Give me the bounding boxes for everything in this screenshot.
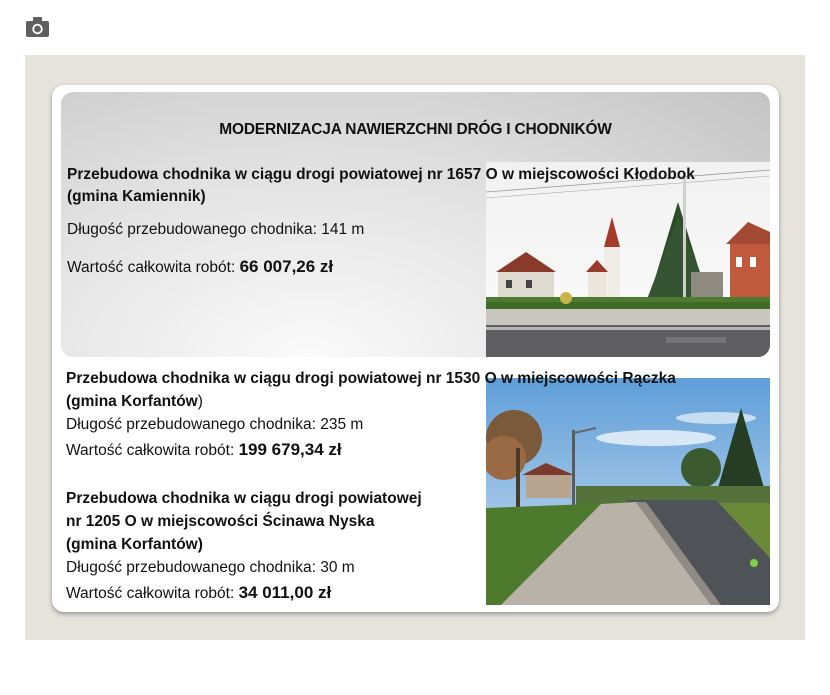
section3-value-line xyxy=(66,581,331,605)
slide-background xyxy=(25,55,805,640)
section3-length: Długość przebudowanego chodnika: 30 m xyxy=(66,559,355,576)
raczka-road-photo xyxy=(486,378,770,605)
slide xyxy=(52,85,779,612)
section1-heading: Przebudowa chodnika w ciągu drogi powiatowej nr 1657 O w miejscowości Kłodobok xyxy=(67,166,695,183)
section3-value-label: Wartość całkowita robót: xyxy=(66,585,235,602)
section2-value-label: Wartość całkowita robót: xyxy=(66,442,235,459)
klodobok-church-photo xyxy=(486,162,770,357)
section2-gmina: (gmina Korfantów xyxy=(66,393,198,410)
top-panel xyxy=(61,92,770,357)
section2-gmina-paren: ) xyxy=(197,393,203,410)
section2-value-line xyxy=(66,438,342,462)
section2-gmina-line xyxy=(66,390,203,413)
section2-heading: Przebudowa chodnika w ciągu drogi powiatowej nr 1530 O w miejscowości Rączka xyxy=(66,370,676,387)
section2-value: 199 679,34 zł xyxy=(238,440,342,459)
section1-value-line xyxy=(67,255,333,279)
section1-length: Długość przebudowanego chodnika: 141 m xyxy=(67,221,365,238)
section1-gmina: (gmina Kamiennik) xyxy=(67,188,206,205)
slide-title: MODERNIZACJA NAWIERZCHNI DRÓG I CHODNIKÓW xyxy=(219,121,612,138)
section1-value-label: Wartość całkowita robót: xyxy=(67,259,236,276)
section2-length: Długość przebudowanego chodnika: 235 m xyxy=(66,416,364,433)
section3-heading-line1: Przebudowa chodnika w ciągu drogi powiatowej xyxy=(66,490,422,507)
section1-value: 66 007,26 zł xyxy=(239,257,334,276)
section3-heading-line2: nr 1205 O w miejscowości Ścinawa Nyska xyxy=(66,513,375,530)
section3-value: 34 011,00 zł xyxy=(238,583,332,602)
camera-icon[interactable] xyxy=(25,15,50,38)
section3-gmina: (gmina Korfantów) xyxy=(66,536,203,553)
